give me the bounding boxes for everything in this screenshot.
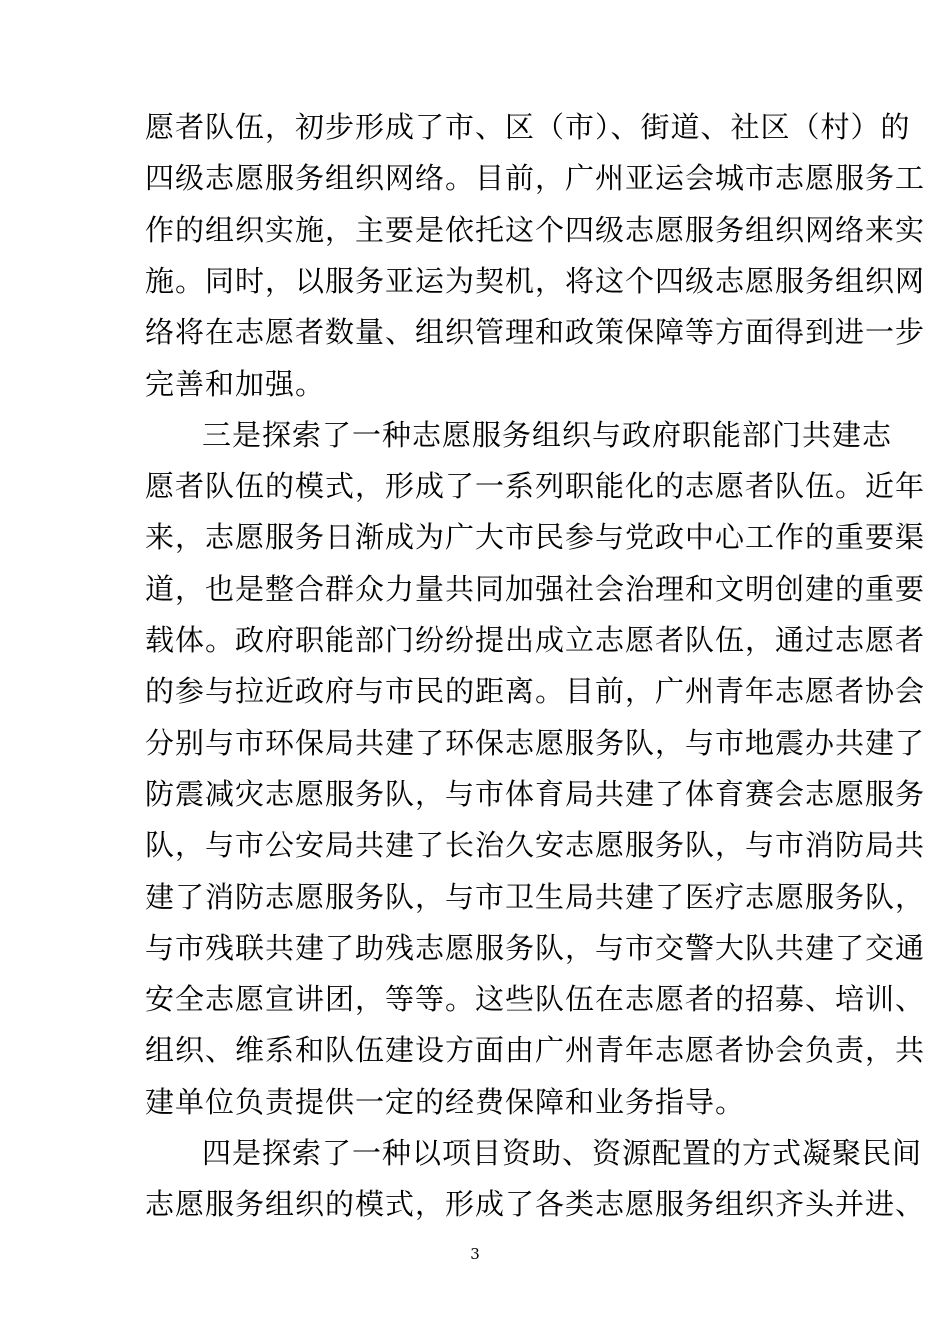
text-line-5: 络将在志愿者数量、组织管理和政策保障等方面得到进一步: [145, 315, 926, 350]
text-line-22: 志愿服务组织的模式，形成了各类志愿服务组织齐头并进、: [145, 1187, 926, 1222]
text-line-2: 四级志愿服务组织网络。目前，广州亚运会城市志愿服务工: [145, 161, 926, 196]
text-line-4: 施。同时，以服务亚运为契机，将这个四级志愿服务组织网: [145, 263, 926, 298]
text-line-10: 道，也是整合群众力量共同加强社会治理和文明创建的重要: [145, 571, 926, 606]
text-line-20: 建单位负责提供一定的经费保障和业务指导。: [145, 1084, 746, 1119]
paragraph-4-first-line: 四是探索了一种以项目资助、资源配置的方式凝聚民间: [202, 1136, 923, 1170]
text-line-14: 防震减灾志愿服务队，与市体育局共建了体育赛会志愿服务: [145, 776, 926, 811]
text-line-8: 愿者队伍的模式，形成了一系列职能化的志愿者队伍。近年: [145, 469, 926, 504]
page-number: 3: [470, 1245, 480, 1263]
text-line-9: 来，志愿服务日渐成为广大市民参与党政中心工作的重要渠: [145, 520, 926, 555]
text-line-16: 建了消防志愿服务队，与市卫生局共建了医疗志愿服务队，: [145, 879, 926, 914]
text-line-19: 组织、维系和队伍建设方面由广州青年志愿者协会负责，共: [145, 1033, 926, 1068]
text-line-12: 的参与拉近政府与市民的距离。目前，广州青年志愿者协会: [145, 674, 926, 709]
text-line-1: 愿者队伍，初步形成了市、区（市）、街道、社区（村）的: [145, 110, 911, 144]
text-line-6: 完善和加强。: [145, 366, 326, 401]
text-line-3: 作的组织实施，主要是依托这个四级志愿服务组织网络来实: [145, 212, 926, 247]
text-line-11: 载体。政府职能部门纷纷提出成立志愿者队伍，通过志愿者: [145, 623, 926, 657]
paragraph-3-first-line: 三是探索了一种志愿服务组织与政府职能部门共建志: [202, 417, 893, 452]
text-line-17: 与市残联共建了助残志愿服务队，与市交警大队共建了交通: [145, 930, 926, 965]
text-line-13: 分别与市环保局共建了环保志愿服务队，与市地震办共建了: [145, 725, 926, 760]
text-line-15: 队，与市公安局共建了长治久安志愿服务队，与市消防局共: [145, 828, 926, 863]
text-line-18: 安全志愿宣讲团，等等。这些队伍在志愿者的招募、培训、: [145, 982, 926, 1017]
